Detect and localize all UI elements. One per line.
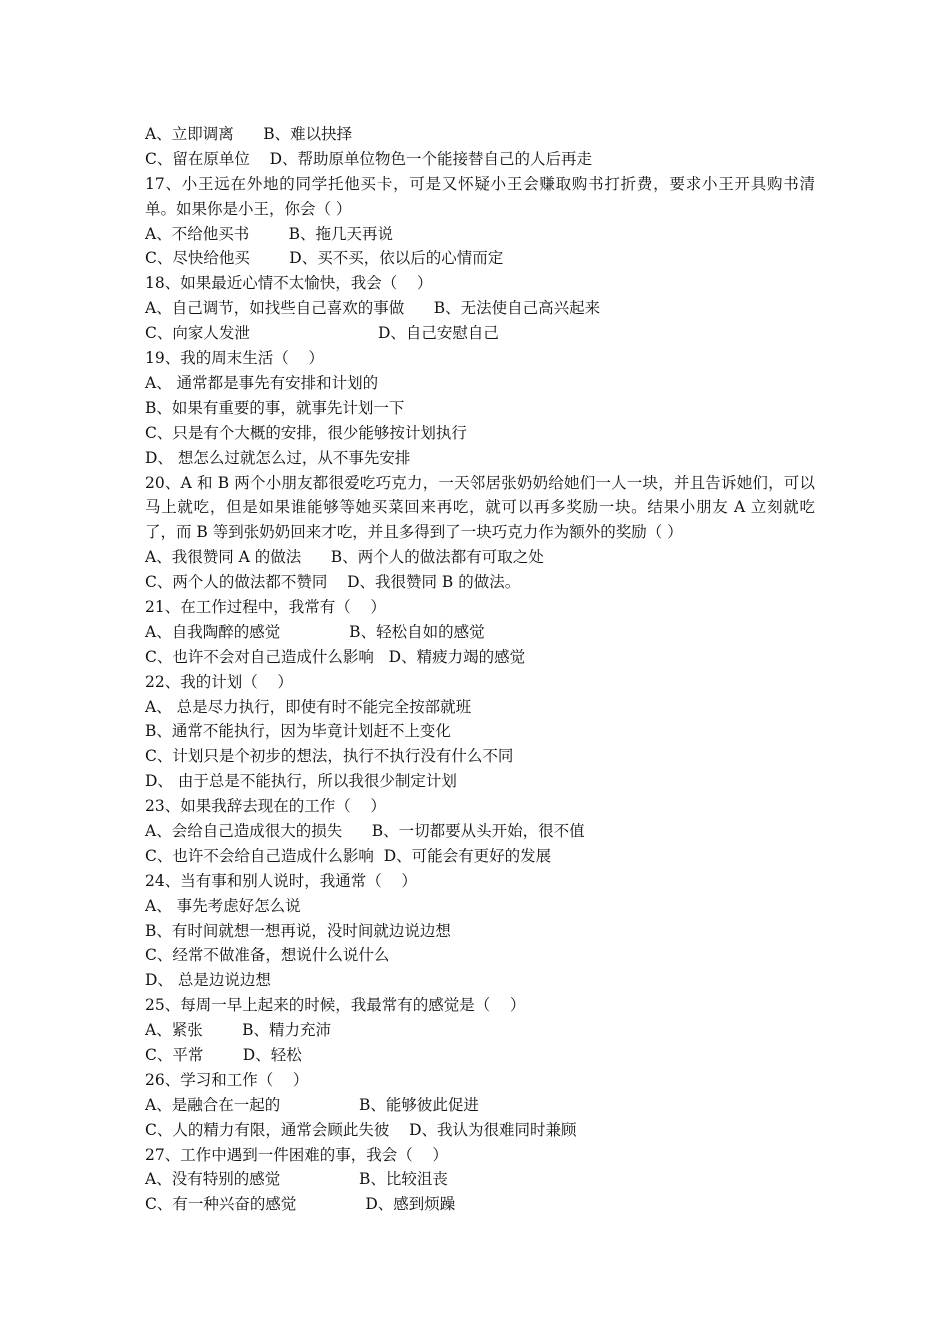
option-line-25ab: A、紧张 B、精力充沛: [145, 1021, 332, 1040]
option-24d: D、 总是边说边想: [145, 971, 271, 990]
question-23: 23、如果我辞去现在的工作（ ）: [145, 797, 386, 816]
question-22: 22、我的计划（ ）: [145, 672, 293, 691]
option-line-20ab: A、我很赞同 A 的做法 B、两个人的做法都有可取之处: [145, 548, 544, 567]
option-line-26ab: A、是融合在一起的 B、能够彼此促进: [145, 1095, 479, 1114]
question-25: 25、每周一早上起来的时候，我最常有的感觉是（ ）: [145, 996, 526, 1015]
option-line-26cd: C、人的精力有限，通常会顾此失彼 D、我认为很难同时兼顾: [145, 1120, 577, 1139]
question-19: 19、我的周末生活（ ）: [145, 349, 324, 368]
option-19c: C、只是有个大概的安排，很少能够按计划执行: [145, 423, 467, 442]
option-line-18ab: A、自己调节，如找些自己喜欢的事做 B、无法使自己高兴起来: [145, 299, 601, 318]
option-19a: A、 通常都是事先有安排和计划的: [145, 373, 379, 392]
option-22c: C、计划只是个初步的想法，执行不执行没有什么不同: [145, 747, 514, 766]
option-line-20cd: C、两个人的做法都不赞同 D、我很赞同 B 的做法。: [145, 573, 521, 592]
option-line-23cd: C、也许不会给自己造成什么影响 D、可能会有更好的发展: [145, 846, 552, 865]
option-line-25cd: C、平常 D、轻松: [145, 1046, 302, 1065]
option-22a: A、 总是尽力执行，即使有时不能完全按部就班: [145, 697, 472, 716]
option-22d: D、 由于总是不能执行，所以我很少制定计划: [145, 772, 457, 791]
option-line-27cd: C、有一种兴奋的感觉 D、感到烦躁: [145, 1195, 456, 1214]
questionnaire-body: [145, 122, 815, 1217]
option-19b: B、如果有重要的事，就事先计划一下: [145, 398, 405, 417]
option-line-16cd: C、留在原单位 D、帮助原单位物色一个能接替自己的人后再走: [145, 149, 592, 168]
option-line-21ab: A、自我陶醉的感觉 B、轻松自如的感觉: [145, 622, 485, 641]
option-line-21cd: C、也许不会对自己造成什么影响 D、精疲力竭的感觉: [145, 647, 526, 666]
question-17: 17、小王远在外地的同学托他买卡，可是又怀疑小王会赚取购书打折费，要求小王开具购书清单。如果你是小王，你会（ ）: [145, 174, 815, 218]
option-24a: A、 事先考虑好怎么说: [145, 896, 301, 915]
option-22b: B、通常不能执行，因为毕竟计划赶不上变化: [145, 722, 451, 741]
question-26: 26、学习和工作（ ）: [145, 1070, 309, 1089]
option-line-17cd: C、尽快给他买 D、买不买，依以后的心情而定: [145, 249, 504, 268]
question-21: 21、在工作过程中，我常有（ ）: [145, 598, 386, 616]
option-line-17ab: A、不给他买书 B、拖几天再说: [145, 224, 394, 243]
question-20: 20、A 和 B 两个小朋友都很爱吃巧克力，一天邻居张奶奶给她们一人一块，并且告诉她们，可以马上就吃，但是如果谁能够等她买菜回来再吃，就可以再多奖励一块。结果小朋友 A 立刻就吃了，而 B 等到张奶奶回来才吃，并且多得到了一块巧克力作为额外的奖励（ ）: [145, 473, 815, 542]
question-18: 18、如果最近心情不太愉快，我会（ ）: [145, 274, 433, 293]
question-27: 27、工作中遇到一件困难的事，我会（ ）: [145, 1145, 448, 1164]
option-line-16ab: A、立即调离 B、难以抉择: [145, 125, 353, 143]
option-line-27ab: A、没有特别的感觉 B、比较沮丧: [145, 1170, 448, 1189]
option-24b: B、有时间就想一想再说，没时间就边说边想: [145, 921, 451, 940]
option-24c: C、经常不做准备，想说什么说什么: [145, 946, 390, 965]
option-line-23ab: A、会给自己造成很大的损失 B、一切都要从头开始，很不值: [145, 822, 585, 841]
option-19d: D、 想怎么过就怎么过，从不事先安排: [145, 448, 411, 467]
question-24: 24、当有事和别人说时，我通常（ ）: [145, 871, 417, 890]
option-line-18cd: C、向家人发泄 D、自己安慰自己: [145, 324, 499, 343]
